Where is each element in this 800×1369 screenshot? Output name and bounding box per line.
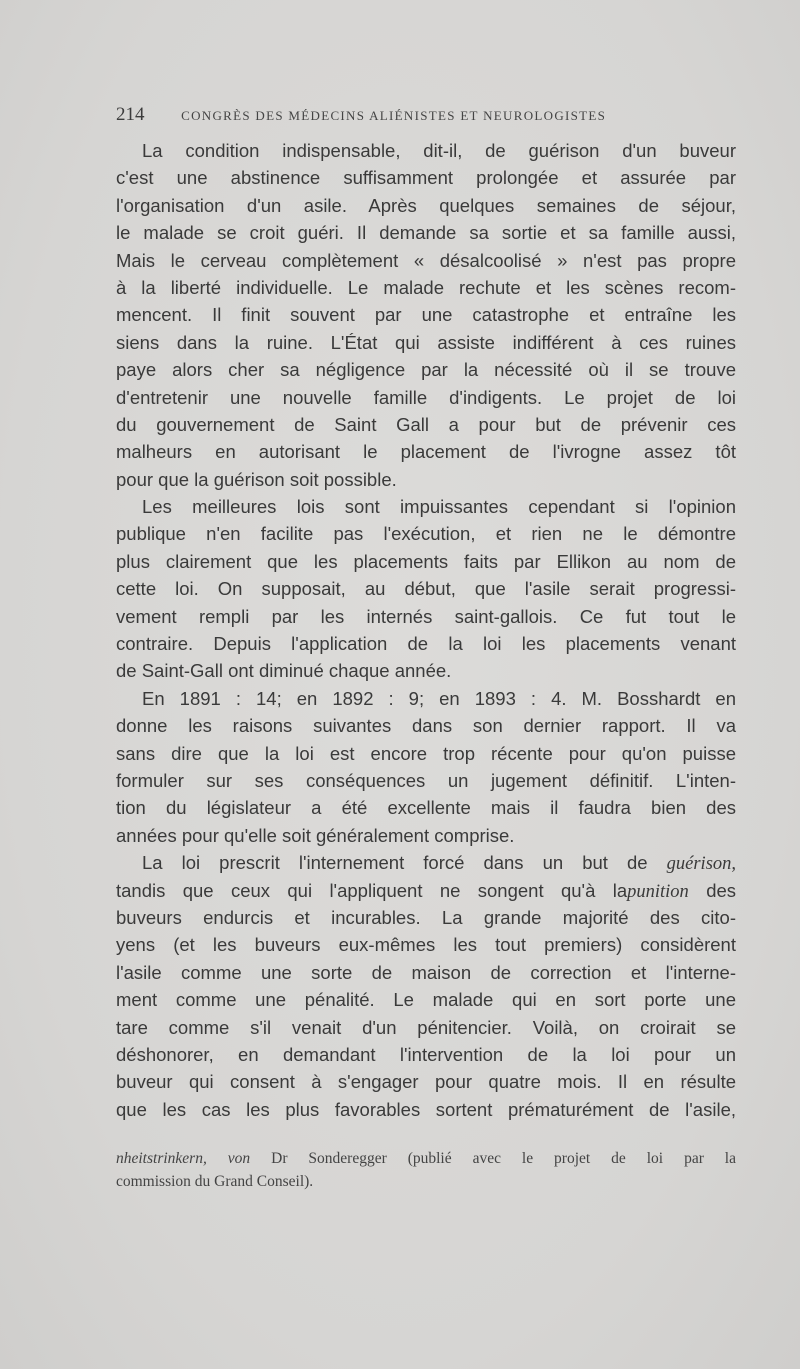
page-header xyxy=(116,104,756,126)
text-line: cette loi. On supposait, au début, que l'asile serait progressi- xyxy=(116,578,736,600)
text-line: le malade se croit guéri. Il demande sa sortie et sa famille aussi, xyxy=(116,222,736,244)
text-segment: des xyxy=(706,879,737,901)
text-segment: La loi prescrit l'internement forcé dans un but de xyxy=(142,852,648,874)
running-title: CONGRÈS DES MÉDECINS ALIÉNISTES ET NEUROLOGISTES xyxy=(181,108,607,123)
text-line: années pour qu'elle soit généralement comprise. xyxy=(116,824,515,846)
footnote xyxy=(116,1147,736,1193)
text-line: contraire. Depuis l'application de la loi les placements venant xyxy=(116,633,736,655)
text-segment: tandis que ceux qui l'appliquent ne songent qu'à la xyxy=(116,879,628,901)
text-line: l'organisation d'un asile. Après quelques semaines de séjour, xyxy=(116,194,736,216)
text-line: donne les raisons suivantes dans son dernier rapport. Il va xyxy=(116,715,736,737)
text-line: formuler sur ses conséquences un jugement définitif. L'inten- xyxy=(116,769,736,791)
text-line: que les cas les plus favorables sortent prématurément de l'asile, xyxy=(116,1098,736,1120)
text-line: l'asile comme une sorte de maison de correction et l'interne- xyxy=(116,961,736,983)
text-line: En 1891 : 14; en 1892 : 9; en 1893 : 4. M. Bosshardt en xyxy=(142,687,736,709)
text-line: de Saint-Gall ont diminué chaque année. xyxy=(116,660,452,682)
text-line: mencent. Il finit souvent par une catastrophe et entraîne les xyxy=(116,304,736,326)
text-line: à la liberté individuelle. Le malade rechute et les scènes recom- xyxy=(116,276,736,298)
text-line: publique n'en facilite pas l'exécution, et rien ne le démontre xyxy=(116,523,736,545)
text-line: plus clairement que les placements faits par Ellikon au nom de xyxy=(116,550,736,572)
text-line: La condition indispensable, dit-il, de guérison d'un buveur xyxy=(142,140,736,161)
text-line: buveur qui consent à s'engager pour quatre mois. Il en résulte xyxy=(116,1071,736,1093)
text-line: du gouvernement de Saint Gall a pour but de prévenir ces xyxy=(116,413,736,435)
text-line: tion du législateur a été excellente mais il faudra bien des xyxy=(116,797,736,819)
page-number: 214 xyxy=(116,104,145,125)
text-line xyxy=(116,849,736,876)
text-line: Mais le cerveau complètement « désalcoolisé » n'est pas propre xyxy=(116,249,736,271)
text-line: yens (et les buveurs eux-mêmes les tout premiers) considèrent xyxy=(116,934,736,956)
footnote-text: Dr Sonderegger (publié avec le projet de loi par la xyxy=(271,1150,736,1167)
text-line: paye alors cher sa négligence par la nécessité où il se trouve xyxy=(116,359,736,381)
text-line: d'entretenir une nouvelle famille d'indigents. Le projet de loi xyxy=(116,386,736,408)
text-line: malheurs en autorisant le placement de l'ivrogne assez tôt xyxy=(116,441,736,463)
footnote-italic: nheitstrinkern, von xyxy=(116,1150,251,1167)
text-line: siens dans la ruine. L'État qui assiste indifférent à ces ruines xyxy=(116,331,736,353)
footnote-line xyxy=(116,1147,736,1170)
text-line: Les meilleures lois sont impuissantes cependant si l'opinion xyxy=(142,496,736,518)
body-text xyxy=(116,137,736,1123)
text-line: ment comme une pénalité. Le malade qui en sort porte une xyxy=(116,989,736,1011)
italic-word-guerison: guérison, xyxy=(666,854,737,875)
text-line: sans dire que la loi est encore trop récente pour qu'on puisse xyxy=(116,742,736,764)
italic-word-punition: punition xyxy=(627,881,689,902)
text-line: c'est une abstinence suffisamment prolongée et assurée par xyxy=(116,167,736,189)
footnote-line: commission du Grand Conseil). xyxy=(116,1173,314,1190)
text-line: vement rempli par les internés saint-gallois. Ce fut tout le xyxy=(116,605,736,627)
text-line xyxy=(116,877,736,904)
text-line: déshonorer, en demandant l'intervention de la loi pour un xyxy=(116,1043,736,1065)
text-line: pour que la guérison soit possible. xyxy=(116,468,397,490)
text-line: buveurs endurcis et incurables. La grande majorité des cito- xyxy=(116,906,736,928)
text-line: tare comme s'il venait d'un pénitencier. Voilà, on croirait se xyxy=(116,1016,736,1038)
